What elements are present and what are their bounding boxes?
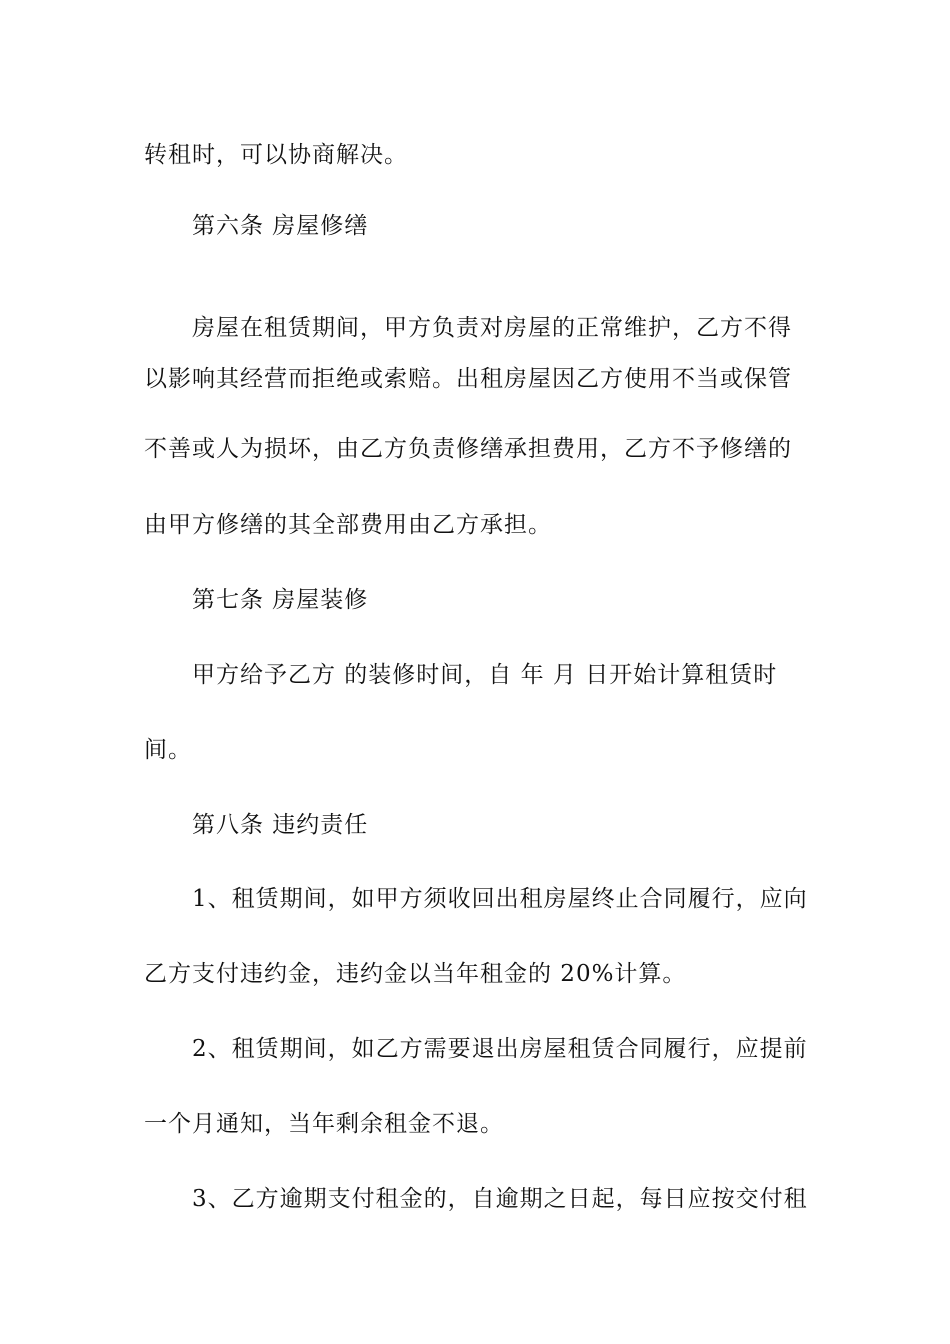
paragraph-line: 乙方支付违约金，违约金以当年租金的 20%计算。: [144, 961, 687, 987]
paragraph-line: 转租时，可以协商解决。: [144, 142, 408, 168]
paragraph-line: 1、租赁期间，如甲方须收回出租房屋终止合同履行，应向: [192, 886, 808, 912]
paragraph-line: 由甲方修缮的其全部费用由乙方承担。: [144, 512, 552, 538]
paragraph-line: 间。: [144, 737, 192, 763]
paragraph-line: 以影响其经营而拒绝或索赔。出租房屋因乙方使用不当或保管: [144, 366, 792, 392]
paragraph-line: 2、租赁期间，如乙方需要退出房屋租赁合同履行，应提前: [192, 1036, 808, 1062]
paragraph-line: 甲方给予乙方 的装修时间，自 年 月 日开始计算租赁时: [192, 662, 778, 688]
section-heading-6: 第六条 房屋修缮: [192, 213, 369, 239]
paragraph-line: 不善或人为损坏，由乙方负责修缮承担费用，乙方不予修缮的: [144, 436, 792, 462]
paragraph-line: 一个月通知，当年剩余租金不退。: [144, 1111, 504, 1137]
paragraph-line: 房屋在租赁期间，甲方负责对房屋的正常维护，乙方不得: [192, 315, 792, 341]
paragraph-line: 3、乙方逾期支付租金的，自逾期之日起，每日应按交付租: [192, 1186, 808, 1212]
section-heading-8: 第八条 违约责任: [192, 812, 369, 838]
section-heading-7: 第七条 房屋装修: [192, 587, 369, 613]
